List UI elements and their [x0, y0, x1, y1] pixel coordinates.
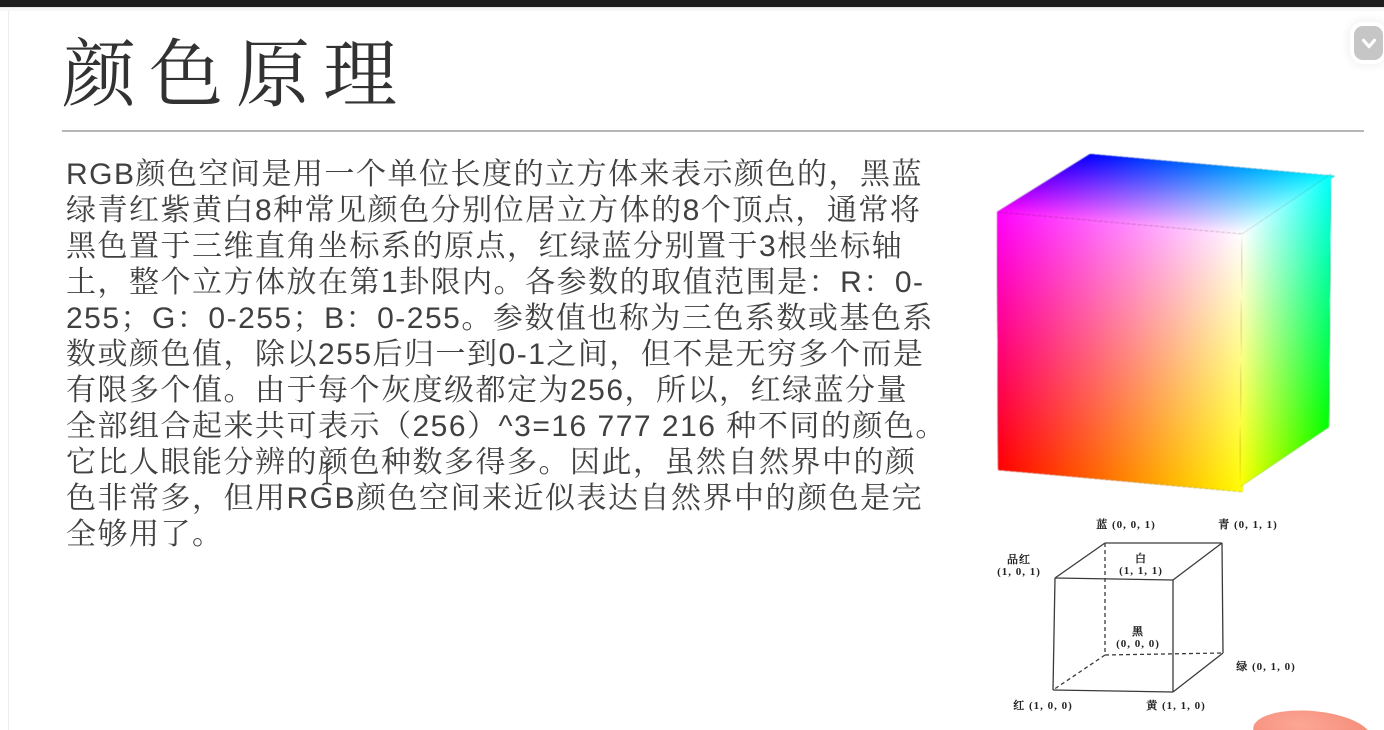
scroll-down-button[interactable] [1354, 26, 1383, 60]
body-line: 绿青红紫黄白8种常见颜色分别位居立方体的8个顶点，通常将 [66, 194, 922, 227]
body-line: 全部组合起来共可表示（256）^3=16 777 216 种不同的颜色。 [66, 410, 947, 443]
vertex-label-black: 黑 (0, 0, 0) [1116, 626, 1160, 650]
body-line: 有限多个值。由于每个灰度级都定为256，所以，红绿蓝分量 [66, 374, 909, 407]
body-line: 全够用了。 [66, 518, 224, 551]
body-paragraph [66, 157, 947, 553]
body-line: 数或颜色值，除以255后归一到0-1之间，但不是无穷多个而是 [66, 338, 925, 371]
rgb-cube-coordinate-diagram [975, 510, 1315, 730]
vertex-label-green: 绿 (0, 1, 0) [1236, 661, 1296, 673]
title-divider [62, 130, 1364, 132]
body-line: 黑色置于三维直角坐标系的原点，红绿蓝分别置于3根坐标轴 [66, 230, 904, 263]
vertex-label-blue: 蓝 (0, 0, 1) [1096, 519, 1156, 531]
cube-edges [975, 510, 1315, 730]
vertex-label-yellow: 黄 (1, 1, 0) [1146, 700, 1206, 712]
rgb-color-cube-image [960, 140, 1352, 502]
vertex-label-magenta: 品红 (1, 0, 1) [997, 554, 1041, 578]
body-line: 土，整个立方体放在第1卦限内。各参数的取值范围是：R：0- [66, 266, 925, 299]
vertex-label-cyan: 青 (0, 1, 1) [1218, 519, 1278, 531]
slide-left-edge [8, 11, 9, 730]
top-strip [0, 7, 1384, 11]
body-line: 它比人眼能分辨的颜色种数多得多。因此，虽然自然界中的颜 [66, 446, 917, 479]
top-bar [0, 0, 1384, 7]
body-line: 色非常多，但用RGB颜色空间来近似表达自然界中的颜色是完 [66, 482, 924, 515]
chevron-down-icon [1358, 32, 1380, 54]
vertex-label-red: 红 (1, 0, 0) [1013, 700, 1073, 712]
vertex-label-white: 白 (1, 1, 1) [1119, 553, 1163, 577]
slide-title: 颜色原理 [62, 35, 410, 117]
cube-front-face [997, 212, 1243, 492]
body-line: 255；G：0-255；B：0-255。参数值也称为三色系数或基色系 [66, 302, 934, 335]
body-line: RGB颜色空间是用一个单位长度的立方体来表示颜色的，黑蓝 [66, 158, 924, 191]
text-cursor-ibeam [321, 460, 333, 487]
